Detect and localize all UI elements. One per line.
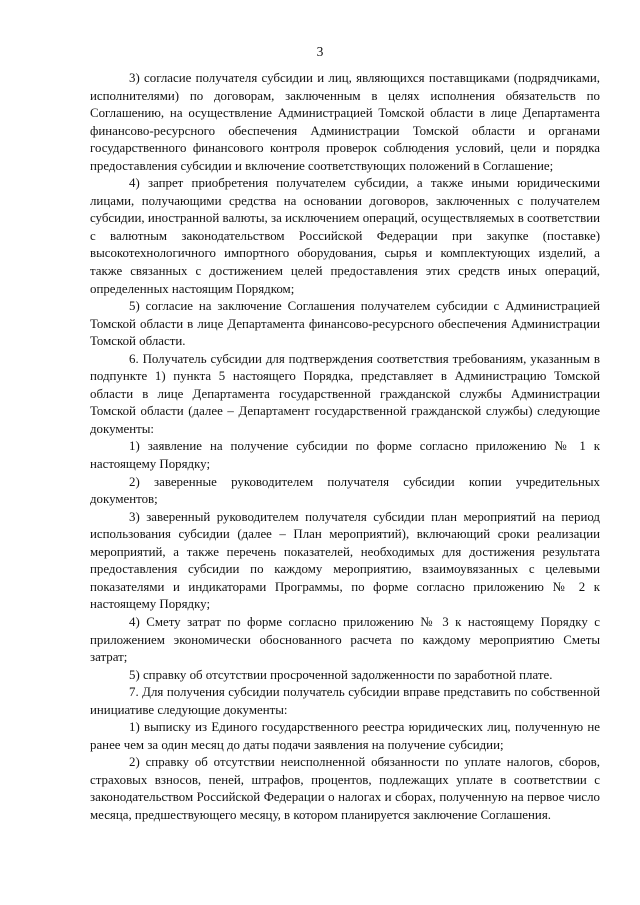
paragraph-registry-extract: 1) выписку из Единого государственного реестра юридических лиц, полученную не ранее чем за один месяц до даты подачи заявления на получение субсидии; <box>90 720 600 752</box>
paragraph-action-plan: 3) заверенный руководителем получателя субсидии план мероприятий на период использования субсидии (далее – План мероприятий), включающий сроки реализации мероприятий, а также перечень показателей, необходимых для достижения результата предоставления субсидии по каждому мероприятию, взаимоувязанных с целевыми показателями и индикаторами Программы, по форме согласно приложению № 2 к настоящему Порядку; <box>90 509 600 612</box>
paragraph-founding-documents: 2) заверенные руководителем получателя субсидии копии учредительных документов; <box>90 474 600 507</box>
paragraph-section-7: 7. Для получения субсидии получатель субсидии вправе представить по собственной инициативе следующие документы: <box>90 685 600 717</box>
paragraph-wage-arrears: 5) справку об отсутствии просроченной задолженности по заработной плате. <box>129 667 553 682</box>
paragraph-foreign-currency-ban: 4) запрет приобретения получателем субсидии, а также иными юридическими лицами, получающими средства на основании договоров, заключенных с получателем субсидии, иностранной валюты, за исключением операций, осуществляемых в соответствии с валютным законодательством Российской Федерации при закупке (поставке) высокотехнологичного импортного оборудования, сырья и комплектующих изделий, а также связанных с достижением целей предоставления этих средств иных операций, определенных настоящим Порядком; <box>90 176 600 296</box>
paragraph-cost-estimate: 4) Смету затрат по форме согласно приложению № 3 к настоящему Порядку с приложением экономически обоснованного расчета по каждому мероприятию Сметы затрат; <box>90 614 600 665</box>
paragraph-consent-inspections: 3) согласие получателя субсидии и лиц, являющихся поставщиками (подрядчиками, исполнителями) по договорам, заключенным в целях исполнения обязательств по Соглашению, на осуществление Администрацией Томской области в лице Департамента финансово-ресурсного обеспечения Администрации Томской области и органами государственного финансового контроля проверок соблюдения условий, цели и порядка предоставления субсидии и включение соответствующих положений в Соглашение; <box>90 71 600 173</box>
page-number: 3 <box>316 44 324 59</box>
paragraph-section-6: 6. Получатель субсидии для подтверждения соответствия требованиям, указанным в подпункте 1) пункта 5 настоящего Порядка, представляет в Администрацию Томской области в лице Департамента государственной гражданской службы Администрации Томской области (далее – Департамент государственной гражданской службы) следующие документы: <box>90 351 600 436</box>
document-body <box>90 70 600 825</box>
paragraph-tax-certificate: 2) справку об отсутствии неисполненной обязанности по уплате налогов, сборов, страховых взносов, пеней, штрафов, процентов, подлежащих уплате в соответствии с законодательством Российской Федерации о налогах и сборах, полученную на первое число месяца, предшествующего месяцу, в котором планируется заключение Соглашения. <box>90 755 600 822</box>
paragraph-application: 1) заявление на получение субсидии по форме согласно приложению № 1 к настоящему Порядку; <box>90 439 600 472</box>
paragraph-consent-agreement: 5) согласие на заключение Соглашения получателем субсидии с Администрацией Томской области в лице Департамента финансово-ресурсного обеспечения Администрации Томской области. <box>90 299 600 349</box>
